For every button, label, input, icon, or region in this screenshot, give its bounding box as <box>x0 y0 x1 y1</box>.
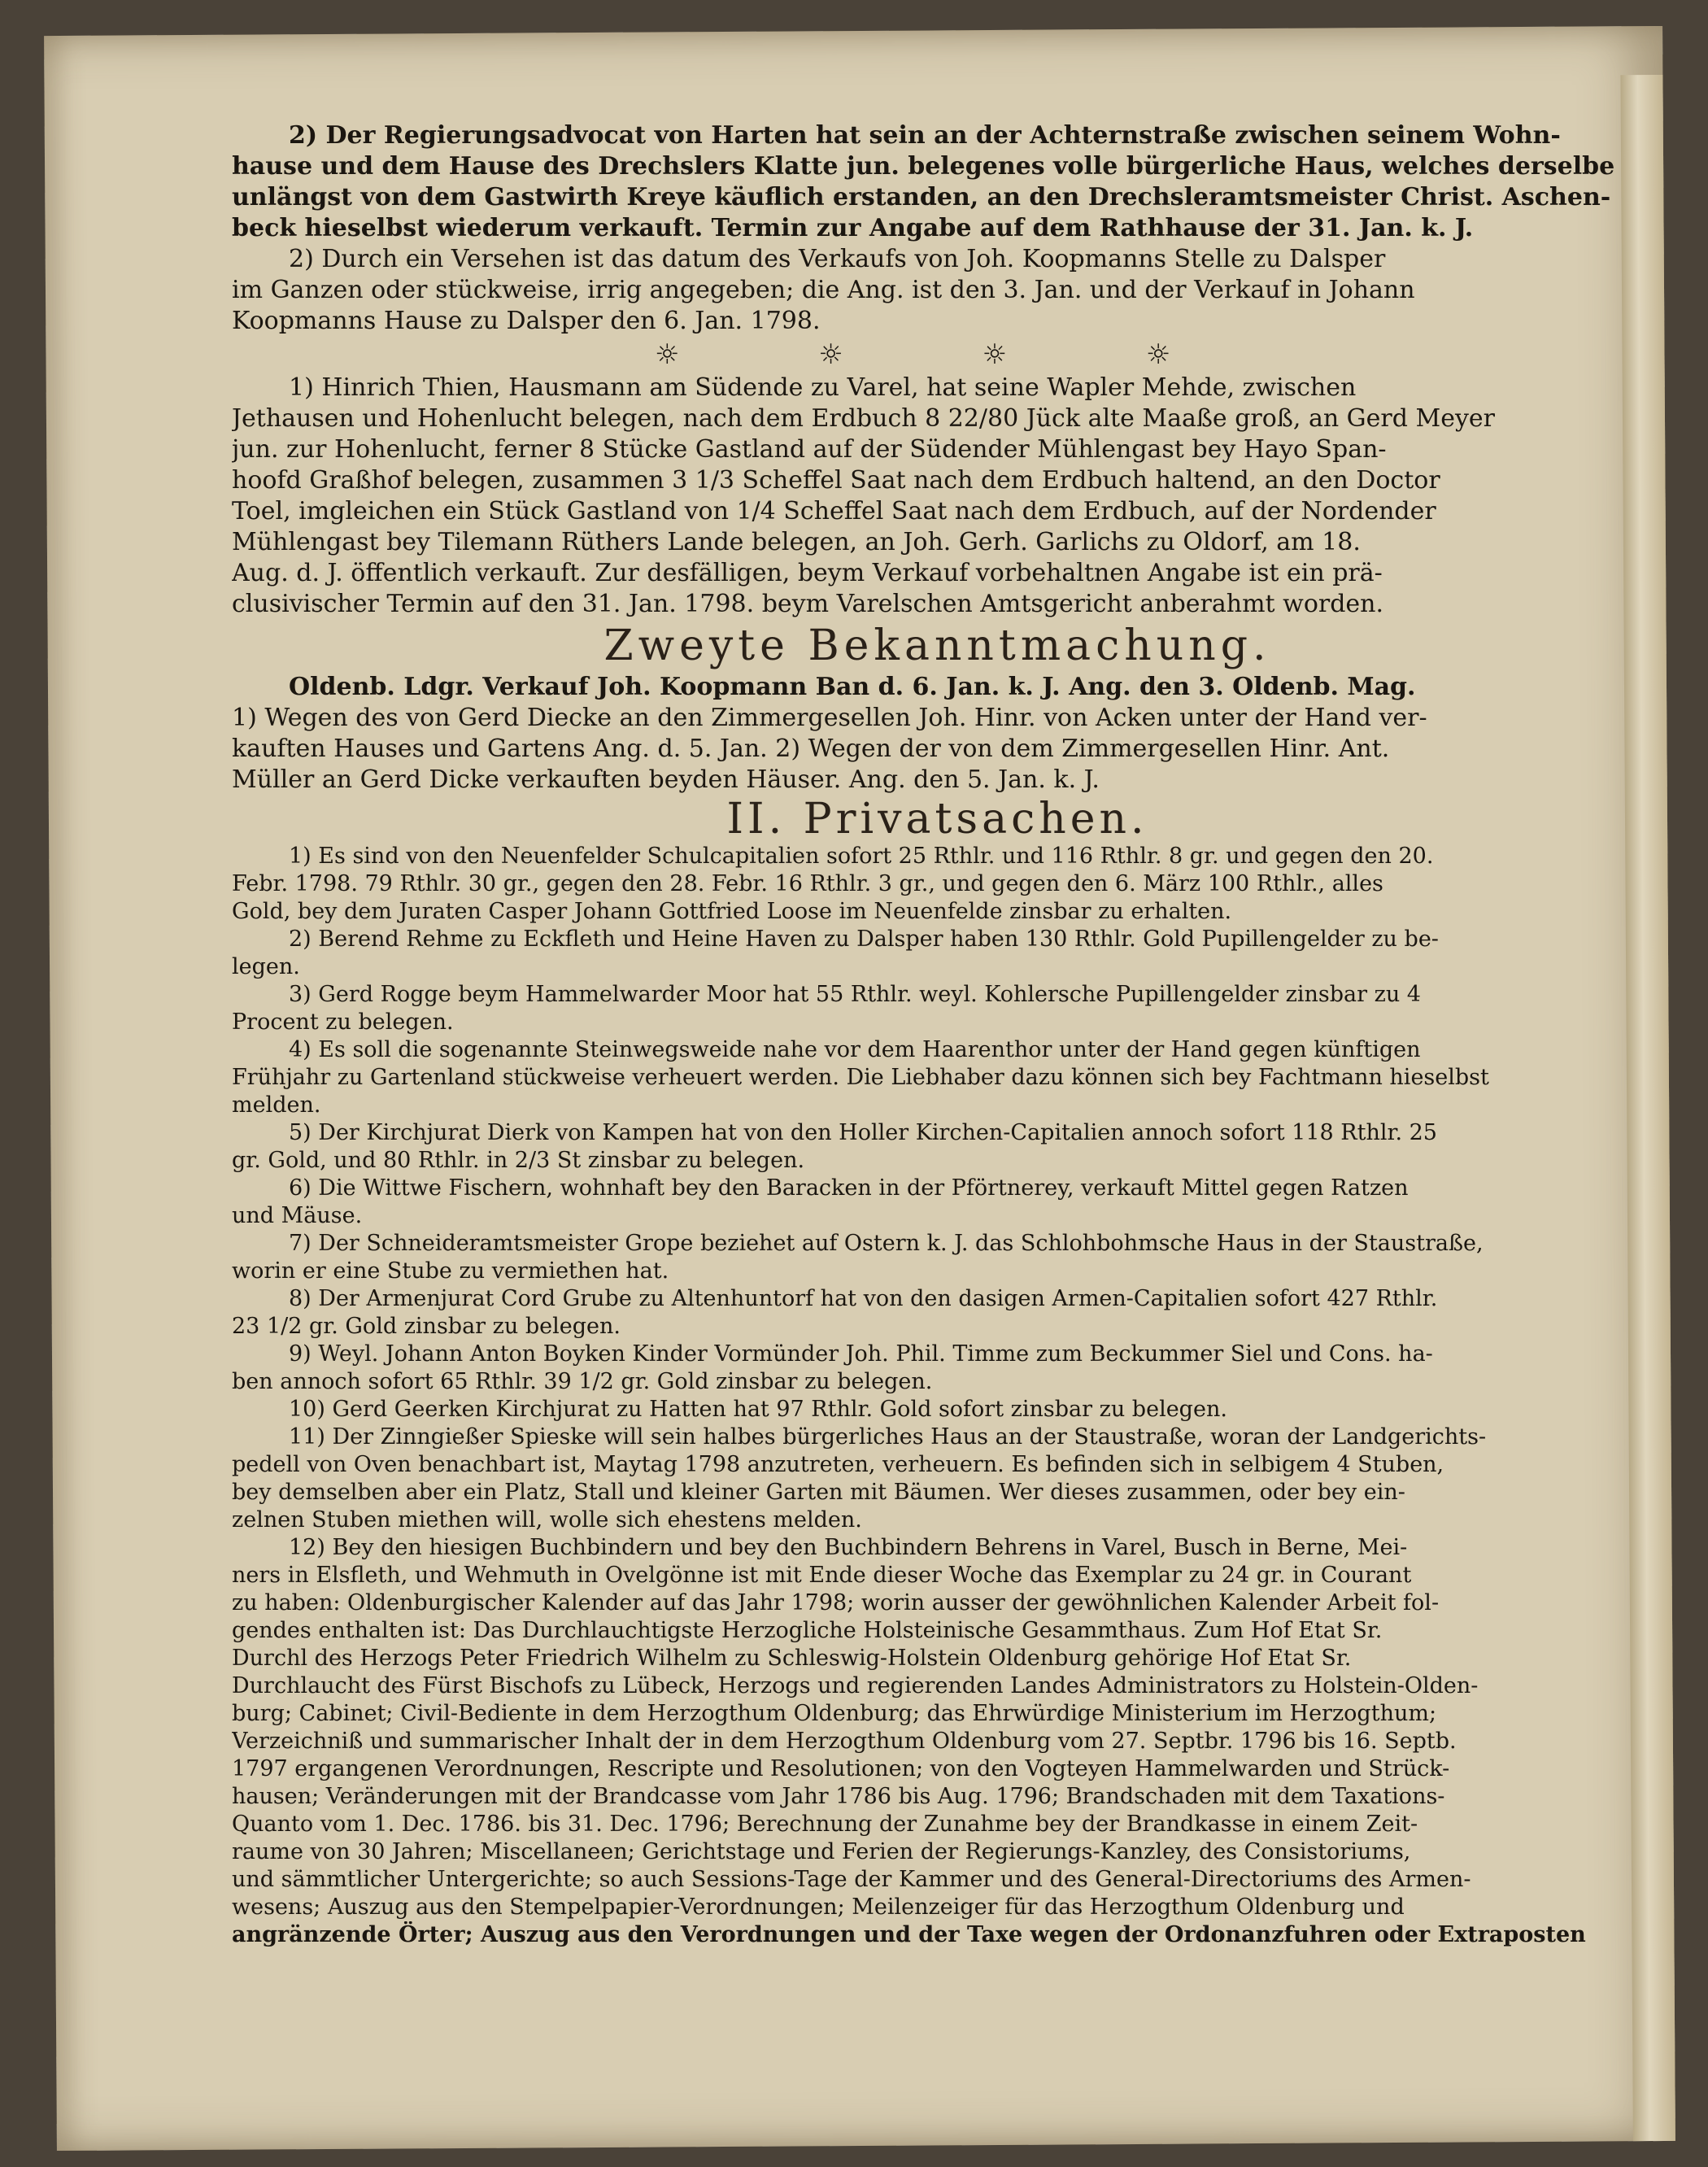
text-line: 5) Der Kirchjurat Dierk von Kampen hat von den Holler Kirchen-Capitalien annoch sofort 118 Rthlr. 25 <box>289 1120 1437 1145</box>
text-line: und sämmtlicher Untergerichte; so auch Sessions-Tage der Kammer und des General-Directoriums des Armen- <box>232 1867 1471 1892</box>
section-heading: Zweyte Bekanntmachung. <box>603 621 1271 670</box>
text-line: kauften Hauses und Gartens Ang. d. 5. Jan. 2) Wegen der von dem Zimmergesellen Hinr. Ant. <box>232 735 1390 763</box>
ornament-stars: ☼ ☼ ☼ ☼ <box>655 338 1236 371</box>
text-line: im Ganzen oder stückweise, irrig angegeben; die Ang. ist den 3. Jan. und der Verkauf in Johann <box>232 276 1415 304</box>
text-line: worin er eine Stube zu vermiethen hat. <box>232 1258 669 1284</box>
text-line: 10) Gerd Geerken Kirchjurat zu Hatten hat 97 Rthlr. Gold sofort zinsbar zu belegen. <box>289 1397 1227 1422</box>
text-line: 2) Durch ein Versehen ist das datum des Verkaufs von Joh. Koopmanns Stelle zu Dalsper <box>289 245 1386 273</box>
text-line: clusivischer Termin auf den 31. Jan. 1798. beym Varelschen Amtsgericht anberahmt worden. <box>232 590 1384 618</box>
page-text <box>232 120 1643 1949</box>
text-line: melden. <box>232 1092 321 1118</box>
text-line: wesens; Auszug aus den Stempelpapier-Verordnungen; Meilenzeiger für das Herzogthum Oldenburg und <box>232 1894 1405 1920</box>
text-line: 1797 ergangenen Verordnungen, Rescripte und Resolutionen; von den Vogteyen Hammelwarden und Strück- <box>232 1756 1450 1781</box>
text-line: Durchl des Herzogs Peter Friedrich Wilhelm zu Schleswig-Holstein Oldenburg gehörige Hof Etat Sr. <box>232 1646 1352 1671</box>
text-line: 6) Die Wittwe Fischern, wohnhaft bey den Baracken in der Pförtnerey, verkauft Mittel gegen Ratzen <box>289 1175 1409 1201</box>
text-line: hoofd Graßhof belegen, zusammen 3 1/3 Scheffel Saat nach dem Erdbuch haltend, an den Doctor <box>232 466 1440 495</box>
text-line: Quanto vom 1. Dec. 1786. bis 31. Dec. 1796; Berechnung der Zunahme bey der Brandkasse in einem Zeit- <box>232 1812 1418 1837</box>
text-line: Mühlengast bey Tilemann Rüthers Lande belegen, an Joh. Gerh. Garlichs zu Oldorf, am 18. <box>232 528 1361 556</box>
text-line: gr. Gold, und 80 Rthlr. in 2/3 St zinsbar zu belegen. <box>232 1148 805 1173</box>
text-line: 23 1/2 gr. Gold zinsbar zu belegen. <box>232 1314 621 1339</box>
text-line: legen. <box>232 954 300 979</box>
text-line: Jethausen und Hohenlucht belegen, nach dem Erdbuch 8 22/80 Jück alte Maaße groß, an Gerd Meyer <box>232 404 1495 433</box>
text-line: 2) Berend Rehme zu Eckfleth und Heine Haven zu Dalsper haben 130 Rthlr. Gold Pupillengelder zu be- <box>289 927 1439 952</box>
text-line: 1) Hinrich Thien, Hausmann am Südende zu Varel, hat seine Wapler Mehde, zwischen <box>289 373 1357 402</box>
text-line: Oldenb. Ldgr. Verkauf Joh. Koopmann Ban d. 6. Jan. k. J. Ang. den 3. Oldenb. Mag. <box>289 673 1416 701</box>
text-line: Febr. 1798. 79 Rthlr. 30 gr., gegen den 28. Febr. 16 Rthlr. 3 gr., und gegen den 6. März 100 Rthlr., alles <box>232 871 1383 896</box>
text-line: angränzende Örter; Auszug aus den Verordnungen und der Taxe wegen der Ordonanzfuhren oder Extraposten <box>232 1922 1586 1947</box>
text-line: 3) Gerd Rogge beym Hammelwarder Moor hat 55 Rthlr. weyl. Kohlersche Pupillengelder zinsbar zu 4 <box>289 982 1421 1007</box>
text-line: bey demselben aber ein Platz, Stall und kleiner Garten mit Bäumen. Wer dieses zusammen, oder bey ein- <box>232 1480 1405 1505</box>
text-line: Koopmanns Hause zu Dalsper den 6. Jan. 1798. <box>232 307 821 335</box>
text-line: Verzeichniß und summarischer Inhalt der in dem Herzogthum Oldenburg vom 27. Septbr. 1796 bis 16. Septb. <box>232 1729 1457 1754</box>
text-line: jun. zur Hohenlucht, ferner 8 Stücke Gastland auf der Südender Mühlengast bey Hayo Span- <box>232 435 1387 464</box>
text-line: unlängst von dem Gastwirth Kreye käuflich erstanden, an den Drechsleramtsmeister Christ. Aschen- <box>232 183 1611 211</box>
text-line: 8) Der Armenjurat Cord Grube zu Altenhuntorf hat von den dasigen Armen-Capitalien sofort 427 Rthlr. <box>289 1286 1438 1311</box>
text-line: 7) Der Schneideramtsmeister Grope beziehet auf Ostern k. J. das Schlohbohmsche Haus in der Staustraße, <box>289 1231 1484 1256</box>
text-line: zu haben: Oldenburgischer Kalender auf das Jahr 1798; worin ausser der gewöhnlichen Kalender Arbeit fol- <box>232 1590 1440 1615</box>
text-line: zelnen Stuben miethen will, wolle sich ehestens melden. <box>232 1507 862 1533</box>
text-line: 11) Der Zinngießer Spieske will sein halbes bürgerliches Haus an der Staustraße, woran der Landgerichts- <box>289 1424 1487 1450</box>
text-line: ners in Elsfleth, und Wehmuth in Ovelgönne ist mit Ende dieser Woche das Exemplar zu 24 gr. in Courant <box>232 1563 1412 1588</box>
text-line: hause und dem Hause des Drechslers Klatte jun. belegenes volle bürgerliche Haus, welches derselbe <box>232 152 1615 181</box>
text-line: beck hieselbst wiederum verkauft. Termin zur Angabe auf dem Rathhause der 31. Jan. k. J. <box>232 214 1474 242</box>
text-line: Aug. d. J. öffentlich verkauft. Zur desfälligen, beym Verkauf vorbehaltnen Angabe ist ein prä- <box>232 559 1383 587</box>
text-line: Müller an Gerd Dicke verkauften beyden Häuser. Ang. den 5. Jan. k. J. <box>232 765 1100 794</box>
text-line: ben annoch sofort 65 Rthlr. 39 1/2 gr. Gold zinsbar zu belegen. <box>232 1369 933 1394</box>
text-line: Durchlaucht des Fürst Bischofs zu Lübeck, Herzogs und regierenden Landes Administrators zu Holstein-Olden- <box>232 1673 1479 1698</box>
text-line: raume von 30 Jahren; Miscellaneen; Gerichtstage und Ferien der Regierungs-Kanzley, des Consistoriums, <box>232 1839 1411 1864</box>
text-line: pedell von Oven benachbart ist, Maytag 1798 anzutreten, verheuern. Es befinden sich in selbigem 4 Stuben, <box>232 1452 1444 1477</box>
text-line: Gold, bey dem Juraten Casper Johann Gottfried Loose im Neuenfelde zinsbar zu erhalten. <box>232 899 1232 924</box>
text-line: Frühjahr zu Gartenland stückweise verheuert werden. Die Liebhaber dazu können sich bey Fachtmann hieselbst <box>232 1065 1489 1090</box>
text-line: gendes enthalten ist: Das Durchlauchtigste Herzogliche Holsteinische Gesammthaus. Zum Hof Etat Sr. <box>232 1618 1383 1643</box>
text-line: 1) Wegen des von Gerd Diecke an den Zimmergesellen Joh. Hinr. von Acken unter der Hand ver- <box>232 704 1427 732</box>
text-line: burg; Cabinet; Civil-Bediente in dem Herzogthum Oldenburg; das Ehrwürdige Ministerium im Herzogthum; <box>232 1701 1437 1726</box>
text-line: Toel, imgleichen ein Stück Gastland von 1/4 Scheffel Saat nach dem Erdbuch, auf der Nordender <box>232 497 1436 525</box>
section-heading: II. Privatsachen. <box>726 795 1148 844</box>
text-line: und Mäuse. <box>232 1203 363 1228</box>
text-line: 1) Es sind von den Neuenfelder Schulcapitalien sofort 25 Rthlr. und 116 Rthlr. 8 gr. und gegen den 20. <box>289 844 1434 869</box>
text-line: 9) Weyl. Johann Anton Boyken Kinder Vormünder Joh. Phil. Timme zum Beckummer Siel und Cons. ha- <box>289 1341 1433 1367</box>
text-line: hausen; Veränderungen mit der Brandcasse vom Jahr 1786 bis Aug. 1796; Brandschaden mit dem Taxations- <box>232 1784 1445 1809</box>
text-line: Procent zu belegen. <box>232 1009 454 1035</box>
text-line: 2) Der Regierungsadvocat von Harten hat sein an der Achternstraße zwischen seinem Wohn- <box>289 121 1561 150</box>
text-line: 4) Es soll die sogenannte Steinwegsweide nahe vor dem Haarenthor unter der Hand gegen künftigen <box>289 1037 1421 1062</box>
text-line: 12) Bey den hiesigen Buchbindern und bey den Buchbindern Behrens in Varel, Busch in Berne, Mei- <box>289 1535 1408 1560</box>
